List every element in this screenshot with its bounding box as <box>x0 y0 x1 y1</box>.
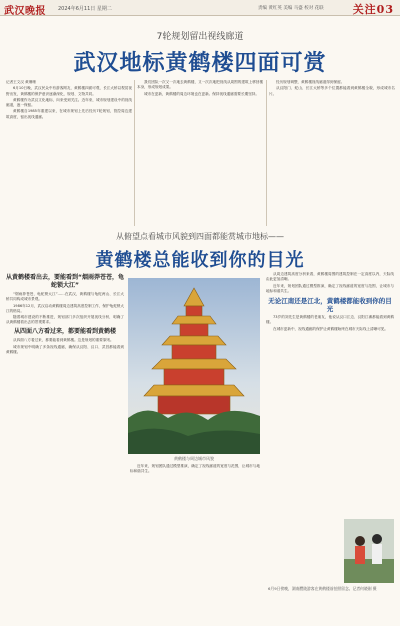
paragraph: 近年来，规划团队通过模型推演，确定了视线廊道的宽度与范围，让城市与地标和谐共生。 <box>266 283 394 293</box>
paragraph: 城市在更新，黄鹤楼的周边环境也在更新。保持视线通廊需要长期坚持。 <box>144 91 259 96</box>
paragraph: 从汉阳门、蛇山、长江大桥等多个位置都能看到黄鹤楼全貌，形成城市名片。 <box>269 86 395 96</box>
second-article-center-col <box>130 464 260 622</box>
visitors-photo <box>344 519 394 583</box>
tower-illustration <box>128 278 260 454</box>
paragraph: 我们团队一次又一次地去黄鹤楼，又一次次地把视线从周围的建筑上移回楼本身，形成规划成果。 <box>137 80 263 90</box>
paragraph: 在城市更新中，视线通廊的保护让黄鹤楼始终在城市天际线上清晰可见。 <box>273 326 388 331</box>
top-article-col2 <box>137 80 263 226</box>
page-header <box>0 0 400 16</box>
top-article-title: 武汉地标黄鹤楼四面可赏 <box>73 50 327 76</box>
top-article-subtitle: 7轮规划留出视线廊道 <box>156 32 244 42</box>
section-subhead: 从黄鹤楼看出去，要能看到“烟雨莽苍苍，龟蛇锁大江” <box>6 274 124 289</box>
column-divider <box>266 80 267 226</box>
visitors-illustration <box>344 519 394 583</box>
paragraph: 黄鹤楼自1985年重建以来，在城市规划上先后经历7轮规划，管控周边建筑高度，留出视线通廊。 <box>6 109 132 119</box>
paragraph: 从周边建筑高度分析来看，黄鹤楼周围的建筑控制在一定高度以内，天际线由此更加清晰。 <box>266 272 394 282</box>
paragraph: “烟雨莽苍苍，龟蛇锁大江”……在武汉，黄鹤楼与龟蛇两山、长江大桥共同构成城市景观。 <box>6 292 124 302</box>
second-article-right-col <box>266 272 394 518</box>
second-article-left-col <box>6 272 124 622</box>
paragraph: 城市规划中明确了多条视线通廊，确保从汉阳、汉口、武昌都能看到黄鹤楼。 <box>6 344 124 354</box>
paragraph: 黄鹤楼作为武汉文化地标，向来受到关注。近年来，城市规划建设中的视线廊道，逐一保留。 <box>6 97 132 108</box>
top-article-col3 <box>269 80 395 226</box>
paragraph: 随着城市建设的不断推进，规划部门多次组织开展视线分析，明确了从黄鹤楼看出去的景观要求。 <box>6 315 124 325</box>
paragraph: 1986年12月，武汉启动黄鹤楼周边建筑高度控制工作，保护龟蛇锁大江的格局。 <box>6 303 124 313</box>
top-article-col1 <box>6 80 132 226</box>
column-divider <box>134 80 135 226</box>
second-article-title: 黄鹤楼总能收到你的目光 <box>95 250 305 271</box>
paragraph: 73岁的刘先生是黄鹤楼的老朋友，他说从汉口江边、汉阳江滩都能看到黄鹤楼。 <box>266 315 394 325</box>
section-subhead: 无论江南还是江北，黄鹤楼都能收到你的目光 <box>268 297 392 314</box>
newspaper-logo: 武汉晚报 <box>4 6 46 17</box>
byline: 记者王文汉 黄珊珊 <box>6 80 36 84</box>
editors-credit: 责编 黄红英 美编 马盛 校对 花联 <box>258 6 324 11</box>
paragraph: 经历规划调整，黄鹤楼视线廊道得到保留。 <box>276 80 345 84</box>
visitors-caption: 6月9日傍晚，湖南醴陵游客在黄鹤楼前拍照留念。记者何晓刚 摄 <box>268 586 377 591</box>
section-title: 关注03 <box>352 3 394 16</box>
yellow-crane-tower-photo <box>128 278 260 454</box>
photo-caption: 黄鹤楼与周边城市风貌 <box>174 456 214 461</box>
second-article-subtitle: 从俯望点看城市风貌到四面都能赏城市地标—— <box>116 232 284 241</box>
paragraph: 从四面八方看过来，都要能看到黄鹤楼。这是规划的重要原则。 <box>13 338 114 343</box>
section-subhead: 从四面八方看过来，都要能看到黄鹤楼 <box>13 327 116 335</box>
issue-date: 2024年6月11日 星期二 <box>58 6 112 12</box>
paragraph: 6月10日晚，武汉民众中有游客网友，黄鹤楼四面可观，长江大桥以观赏视野出发，黄鹤楼的保护意识逐渐深化，规划、文物共同。 <box>6 86 132 96</box>
paragraph: 近年来，规划团队通过模型推演，确定了视线廊道的宽度与范围，让城市与地标和谐共生。 <box>130 464 260 474</box>
